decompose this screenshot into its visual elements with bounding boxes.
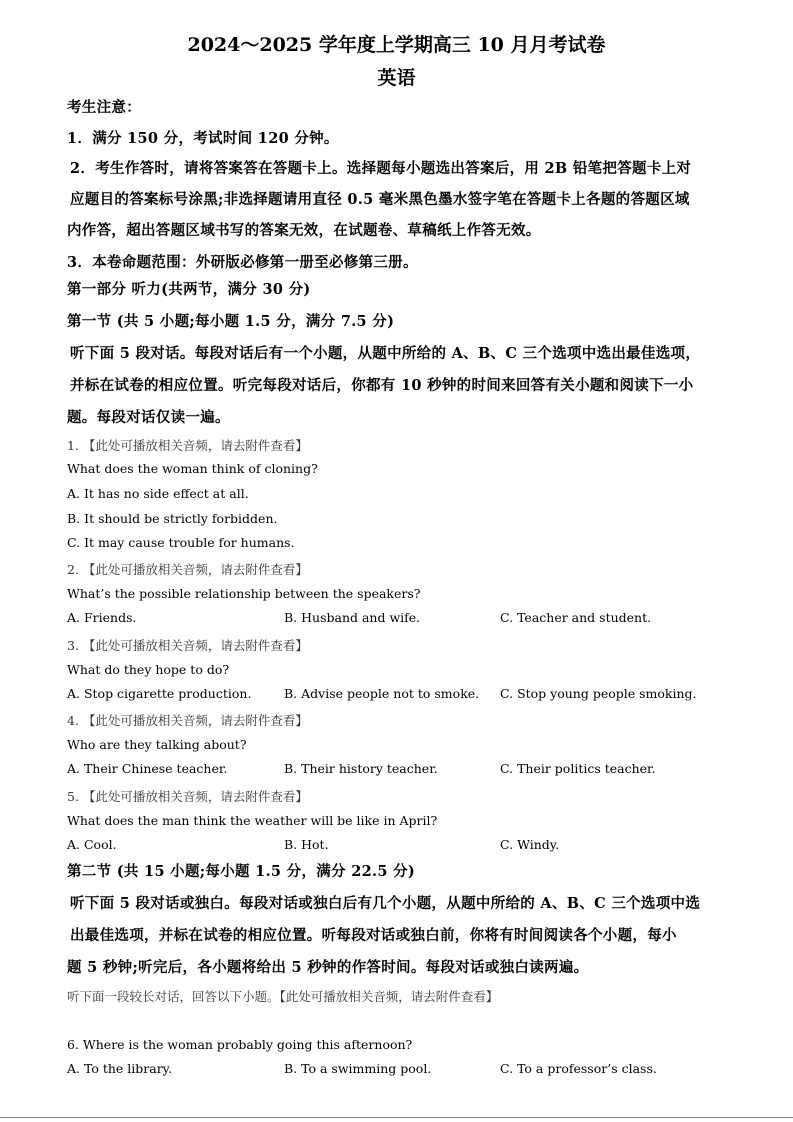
question-6-option-a: A. To the library. xyxy=(67,1061,173,1076)
question-2-audio-marker: 2. 【此处可播放相关音频，请去附件查看】 xyxy=(67,562,308,577)
question-1-audio-marker: 1. 【此处可播放相关音频，请去附件查看】 xyxy=(67,438,308,453)
section2-instruction-line-1: 听下面 5 段对话或独白。每段对话或独白后有几个小题，从题中所给的 A、B、C 三个选项中选 xyxy=(70,895,701,912)
page-bottom-rule xyxy=(0,1117,793,1118)
section1-instruction-line-3: 题。每段对话仅读一遍。 xyxy=(67,409,230,426)
question-5-option-b: B. Hot. xyxy=(284,837,329,852)
question-4-audio-marker: 4. 【此处可播放相关音频，请去附件查看】 xyxy=(67,713,308,728)
question-5-audio-marker: 5. 【此处可播放相关音频，请去附件查看】 xyxy=(67,789,308,804)
question-1-stem: What does the woman think of cloning? xyxy=(67,461,318,476)
question-3-stem: What do they hope to do? xyxy=(67,662,230,677)
section1-instruction-line-1: 听下面 5 段对话。每段对话后有一个小题，从题中所给的 A、B、C 三个选项中选出最佳选项， xyxy=(70,345,701,362)
notice-item-2-line-2: 应题目的答案标号涂黑;非选择题请用直径 0.5 毫米黑色墨水签字笔在答题卡上各题的答题区域 xyxy=(70,191,690,208)
section2-instruction-line-2: 出最佳选项，并标在试卷的相应位置。听每段对话或独白前，你将有时间阅读各个小题，每小 xyxy=(70,927,677,944)
section2-sub-instruction: 听下面一段较长对话，回答以下小题。【此处可播放相关音频，请去附件查看】 xyxy=(67,989,499,1004)
section2-heading: 第二节 (共 15 小题;每小题 1.5 分，满分 22.5 分) xyxy=(67,863,416,880)
section1-instruction-line-2: 并标在试卷的相应位置。听完每段对话后，你都有 10 秒钟的时间来回答有关小题和阅读下一小 xyxy=(70,377,694,394)
question-2-stem: What’s the possible relationship between the speakers? xyxy=(67,586,421,601)
question-5-stem: What does the man think the weather will be like in April? xyxy=(67,813,438,828)
question-4-option-c: C. Their politics teacher. xyxy=(500,761,656,776)
exam-title: 2024～2025 学年度上学期高三 10 月月考试卷 xyxy=(187,34,606,56)
notice-item-3: 3．本卷命题范围：外研版必修第一册至必修第三册。 xyxy=(67,254,418,271)
question-4-option-a: A. Their Chinese teacher. xyxy=(67,761,228,776)
question-1-option-c: C. It may cause trouble for humans. xyxy=(67,535,295,550)
question-1-option-a: A. It has no side effect at all. xyxy=(67,486,249,501)
section1-heading: 第一节 (共 5 小题;每小题 1.5 分，满分 7.5 分) xyxy=(67,313,395,330)
question-2-option-c: C. Teacher and student. xyxy=(500,610,652,625)
question-4-option-b: B. Their history teacher. xyxy=(284,761,438,776)
notice-item-2-line-3: 内作答，超出答题区域书写的答案无效，在试题卷、草稿纸上作答无效。 xyxy=(67,222,541,239)
question-6-option-c: C. To a professor’s class. xyxy=(500,1061,657,1076)
subject-title: 英语 xyxy=(377,67,416,89)
part1-heading: 第一部分 听力(共两节，满分 30 分) xyxy=(67,281,311,298)
question-5-option-c: C. Windy. xyxy=(500,837,560,852)
question-1-option-b: B. It should be strictly forbidden. xyxy=(67,511,278,526)
question-3-option-a: A. Stop cigarette production. xyxy=(67,686,252,701)
question-6-stem: 6. Where is the woman probably going this afternoon? xyxy=(67,1037,413,1052)
notice-heading: 考生注意： xyxy=(67,99,141,116)
notice-item-2-line-1: 2．考生作答时，请将答案答在答题卡上。选择题每小题选出答案后，用 2B 铅笔把答题卡上对 xyxy=(70,160,692,177)
section2-instruction-line-3: 题 5 秒钟;听完后，各小题将给出 5 秒钟的作答时间。每段对话或独白读两遍。 xyxy=(67,959,589,976)
notice-item-1: 1．满分 150 分，考试时间 120 分钟。 xyxy=(67,130,339,147)
question-5-option-a: A. Cool. xyxy=(67,837,117,852)
question-3-option-b: B. Advise people not to smoke. xyxy=(284,686,480,701)
question-4-stem: Who are they talking about? xyxy=(67,737,247,752)
question-6-option-b: B. To a swimming pool. xyxy=(284,1061,432,1076)
question-2-option-a: A. Friends. xyxy=(67,610,137,625)
question-2-option-b: B. Husband and wife. xyxy=(284,610,421,625)
question-3-option-c: C. Stop young people smoking. xyxy=(500,686,697,701)
question-3-audio-marker: 3. 【此处可播放相关音频，请去附件查看】 xyxy=(67,638,308,653)
